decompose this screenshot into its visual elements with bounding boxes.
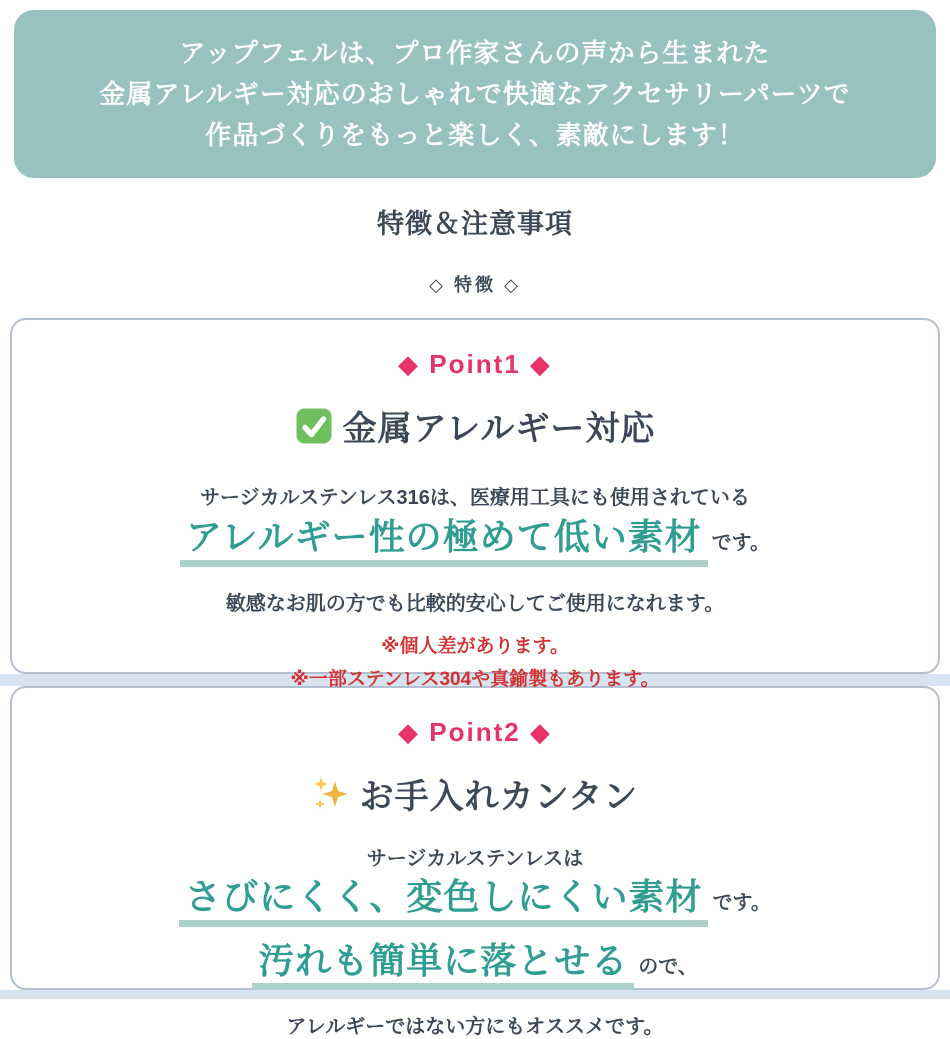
point1-heading-row: [12, 401, 938, 450]
point2-card: [10, 686, 940, 1039]
point2-highlight-1: さびにくく、変色しにくい素材: [179, 877, 708, 927]
point1-line: 敏感なお肌の方でも比較的安心してご使用になれます。: [225, 592, 725, 615]
point2-outro: アレルギーではない方にもオススメです。: [286, 1016, 664, 1039]
point2-highlight-row-2: [12, 941, 938, 991]
sparkle-icon: [312, 775, 350, 813]
point1-heading: 金属アレルギー対応: [342, 410, 656, 449]
point1-label: ◆ Point1 ◆: [398, 349, 552, 380]
point1-note-1: ※個人差があります。: [381, 635, 569, 657]
banner-line-3: 作品づくりをもっと楽しく、素敵にします！: [205, 120, 745, 151]
check-icon: [295, 407, 333, 445]
point1-highlight-row: [12, 517, 938, 567]
point1-highlight: アレルギー性の極めて低い素材: [180, 517, 708, 567]
point2-heading: お手入れカンタン: [359, 778, 639, 817]
point2-label: ◆ Point2 ◆: [398, 717, 552, 748]
section-subtitle: ◇ 特徴 ◇: [429, 275, 521, 296]
section-title: 特徴＆注意事項: [377, 209, 573, 240]
product-feature-page: [0, 10, 950, 1039]
bottom-band: [0, 990, 950, 999]
hero-banner: [14, 10, 936, 178]
point2-highlight-2-suffix: ので、: [638, 955, 698, 978]
point1-highlight-suffix: です。: [711, 532, 771, 555]
point2-highlight-1-suffix: です。: [712, 892, 771, 915]
point1-intro: サージカルステンレス316は、医療用工具にも使用されている: [200, 487, 750, 510]
point2-intro: サージカルステンレスは: [366, 848, 584, 871]
point2-highlight-row-1: [12, 877, 938, 927]
banner-line-2: 金属アレルギー対応のおしゃれで快適なアクセサリーパーツで: [99, 79, 851, 110]
banner-line-1: アップフェルは、プロ作家さんの声から生まれた: [179, 38, 771, 68]
point2-highlight-2: 汚れも簡単に落とせる: [252, 941, 634, 991]
point2-heading-row: [12, 769, 938, 818]
point1-card: [10, 318, 940, 690]
point1-note-2: ※一部ステンレス304や真鍮製もあります。: [290, 668, 660, 690]
